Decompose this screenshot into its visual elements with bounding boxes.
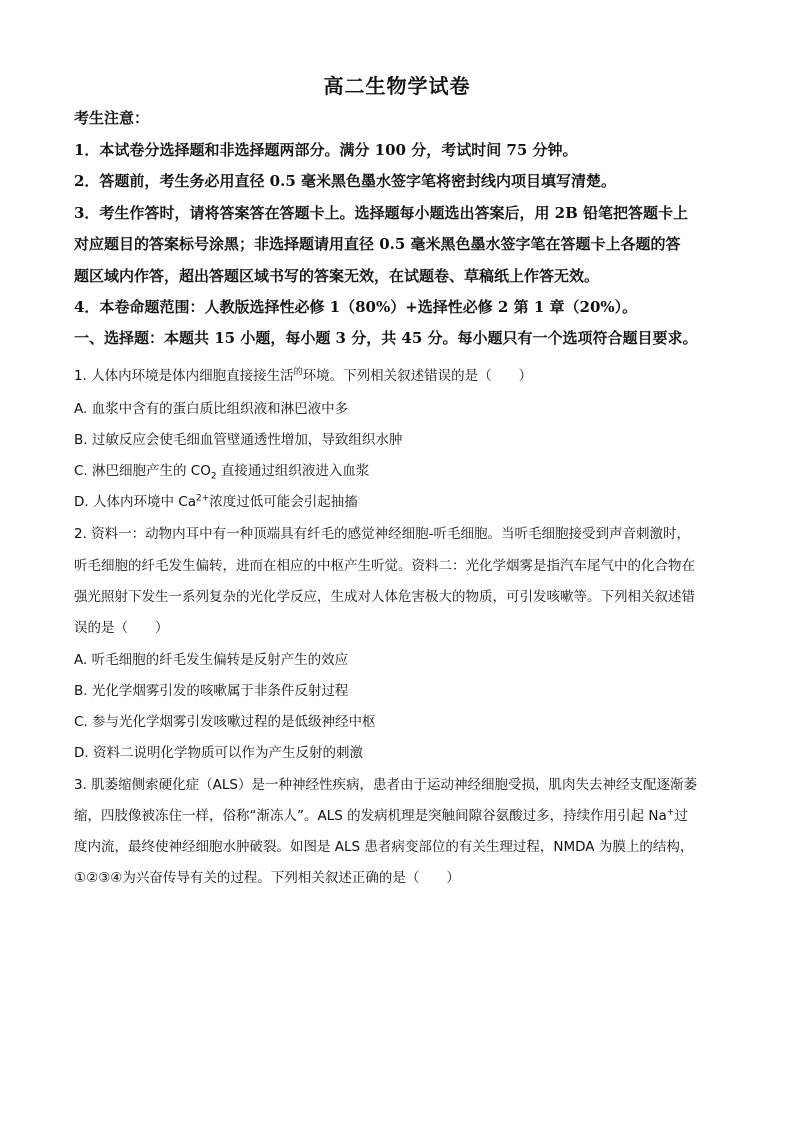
notice-line: 4．本卷命题范围：人教版选择性必修 1（80%）+选择性必修 2 第 1 章（20%）。 <box>74 298 638 316</box>
question-1-option-b: B. 过敏反应会使毛细血管壁通透性增加，导致组织水肿 <box>74 432 403 448</box>
question-1-stem: 1. 人体内环境是体内细胞直接接生活$^的$环境。下列相关叙述错误的是（ ） <box>74 367 533 384</box>
notice-line: 2．答题前，考生务必用直径 0.5 毫米黑色墨水签字笔将密封线内项目填写清楚。 <box>74 172 616 190</box>
question-2-stem-line: 强光照射下发生一系列复杂的光化学反应，生成对人体危害极大的物质，可引发咳嗽等。下列相关叙述错 <box>74 589 695 605</box>
question-2-option-d: D. 资料二说明化学物质可以作为产生反射的刺激 <box>74 745 363 761</box>
question-2-stem-line: 2. 资料一：动物内耳中有一种顶端具有纤毛的感觉神经细胞-听毛细胞。当听毛细胞接受到声音刺激时， <box>74 526 691 542</box>
question-2-stem-line: 听毛细胞的纤毛发生偏转，进而在相应的中枢产生听觉。资料二：光化学烟雾是指汽车尾气中的化合物在 <box>74 558 695 574</box>
question-1-option-a: A. 血浆中含有的蛋白质比组织液和淋巴液中多 <box>74 401 349 417</box>
question-2-option-b: B. 光化学烟雾引发的咳嗽属于非条件反射过程 <box>74 683 349 699</box>
question-3-stem-line: 度内流，最终使神经细胞水肿破裂。如图是 ALS 患者病变部位的有关生理过程，NMDA 为膜上的结构， <box>74 839 694 855</box>
question-2-stem-line: 误的是（ ） <box>74 620 169 636</box>
notice-heading: 考生注意： <box>74 109 150 127</box>
page-title: 高二生物学试卷 <box>323 74 471 98</box>
question-3-stem-line: 缩，四肢像被冻住一样，俗称“渐冻人”。ALS 的发病机理是突触间隙谷氨酸过多，持续作用引起 Na+过 <box>74 807 688 824</box>
notice-line: 题区域内作答，超出答题区域书写的答案无效，在试题卷、草稿纸上作答无效。 <box>74 267 600 285</box>
question-3-stem-line: 3. 肌萎缩侧索硬化症（ALS）是一种神经性疾病，患者由于运动神经细胞受损，肌肉失去神经支配逐渐萎 <box>74 777 697 793</box>
notice-line: 1．本试卷分选择题和非选择题两部分。满分 100 分，考试时间 75 分钟。 <box>74 141 578 159</box>
question-2-option-c: C. 参与光化学烟雾引发咳嗽过程的是低级神经中枢 <box>74 714 376 730</box>
question-1-option-d: D. 人体内环境中 $Ca^{2+}$浓度过低可能会引起抽搐 <box>74 493 358 510</box>
notice-line: 对应题目的答案标号涂黑；非选择题请用直径 0.5 毫米黑色墨水签字笔在答题卡上各题的答 <box>74 235 681 253</box>
section-heading: 一、选择题：本题共 15 小题，每小题 3 分，共 45 分。每小题只有一个选项符合题目要求。 <box>74 329 698 347</box>
question-2-option-a: A. 听毛细胞的纤毛发生偏转是反射产生的效应 <box>74 652 349 668</box>
question-1-option-c: C. 淋巴细胞产生的 $CO_2$ 直接通过组织液进入血浆 <box>74 463 370 482</box>
question-3-stem-line: ①②③④为兴奋传导有关的过程。下列相关叙述正确的是（ ） <box>74 870 460 886</box>
stray-character: 的 <box>293 367 303 378</box>
notice-line: 3．考生作答时，请将答案答在答题卡上。选择题每小题选出答案后，用 2B 铅笔把答题卡上 <box>74 204 689 222</box>
